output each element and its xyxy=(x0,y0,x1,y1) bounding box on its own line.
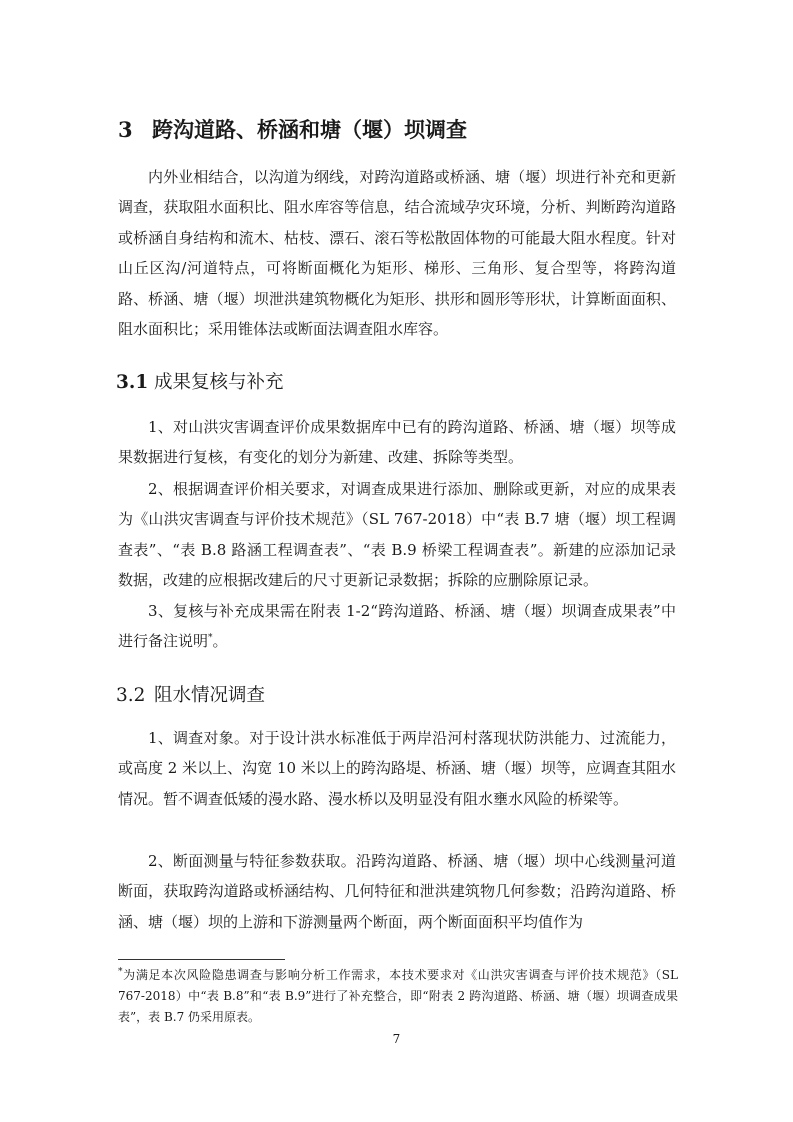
section-intro-paragraph: 内外业相结合，以沟道为纲线，对跨沟道路或桥涵、塘（堰）坝进行补充和更新调查，获取阻水面积比、阻水库容等信息，结合流域孕灾环境，分析、判断跨沟道路或桥涵自身结构和流木、枯枝、漂石、滚石等松散固体物的可能最大阻水程度。针对山丘区沟/河道特点，可将断面概化为矩形、梯形、三角形、复合型等，将跨沟道路、桥涵、塘（堰）坝泄洪建筑物概化为矩形、拱形和圆形等形状，计算断面面积、阻水面积比；采用锥体法或断面法调查阻水库容。 xyxy=(118,168,676,339)
footnote-text: 为满足本次风险隐患调查与影响分析工作需求，本技术要求对《山洪灾害调查与评价技术规范》（SL 767-2018）中“表 B.8”和“表 B.9”进行了补充整合，即“附表 2 跨沟道路、桥涵、塘（堰）坝调查成果表”，表 B.7 仍采用原表。 xyxy=(118,968,678,1024)
paragraph-review-3-end: 。 xyxy=(212,632,228,651)
section-title: 跨沟道路、桥涵和塘（堰）坝调查 xyxy=(152,117,467,142)
section-number: 3 xyxy=(118,117,133,142)
paragraph-review-3-text: 3、复核与补充成果需在附表 1-2“跨沟道路、桥涵、塘（堰）坝调查成果表”中进行备注说明 xyxy=(118,602,676,651)
paragraph-survey-object: 1、调查对象。对于设计洪水标准低于两岸沿河村落现状防洪能力、过流能力，或高度 2 米以上、沟宽 10 米以上的跨沟路堤、桥涵、塘（堰）坝等，应调查其阻水情况。暂不调查低矮的漫水路、漫水桥以及明显没有阻水壅水风险的桥梁等。 xyxy=(118,729,676,808)
subsection-heading-3-2 xyxy=(116,681,265,707)
section-heading xyxy=(118,114,467,144)
subsection-title: 成果复核与补充 xyxy=(154,372,284,393)
subsection-number: 3.1 xyxy=(116,372,149,393)
footnote-mark: * xyxy=(118,967,123,977)
page-number: 7 xyxy=(392,1032,401,1046)
footnote-divider xyxy=(118,959,285,960)
footnote-reference-mark: * xyxy=(208,633,213,644)
paragraph-section-measurement: 2、断面测量与特征参数获取。沿跨沟道路、桥涵、塘（堰）坝中心线测量河道断面，获取跨沟道路或桥涵结构、几何特征和泄洪建筑物几何参数；沿跨沟道路、桥涵、塘（堰）坝的上游和下游测量两个断面，两个断面面积平均值作为 xyxy=(118,852,676,931)
subsection-heading-3-1 xyxy=(116,368,284,394)
subsection-title: 阻水情况调查 xyxy=(154,685,266,706)
footnote xyxy=(118,965,678,1028)
paragraph-review-3 xyxy=(118,596,676,657)
paragraph-review-2: 2、根据调查评价相关要求，对调查成果进行添加、删除或更新，对应的成果表为《山洪灾害调查与评价技术规范》（SL 767-2018）中“表 B.7 塘（堰）坝工程调查表”、“表 B.8 路涵工程调查表”、“表 B.9 桥梁工程调查表”。新建的应添加记录数据，改建的应根据改建后的尺寸更新记录数据；拆除的应删除原记录。 xyxy=(118,480,676,590)
subsection-number: 3.2 xyxy=(116,685,146,706)
paragraph-review-1: 1、对山洪灾害调查评价成果数据库中已有的跨沟道路、桥涵、塘（堰）坝等成果数据进行复核，有变化的划分为新建、改建、拆除等类型。 xyxy=(118,418,676,467)
